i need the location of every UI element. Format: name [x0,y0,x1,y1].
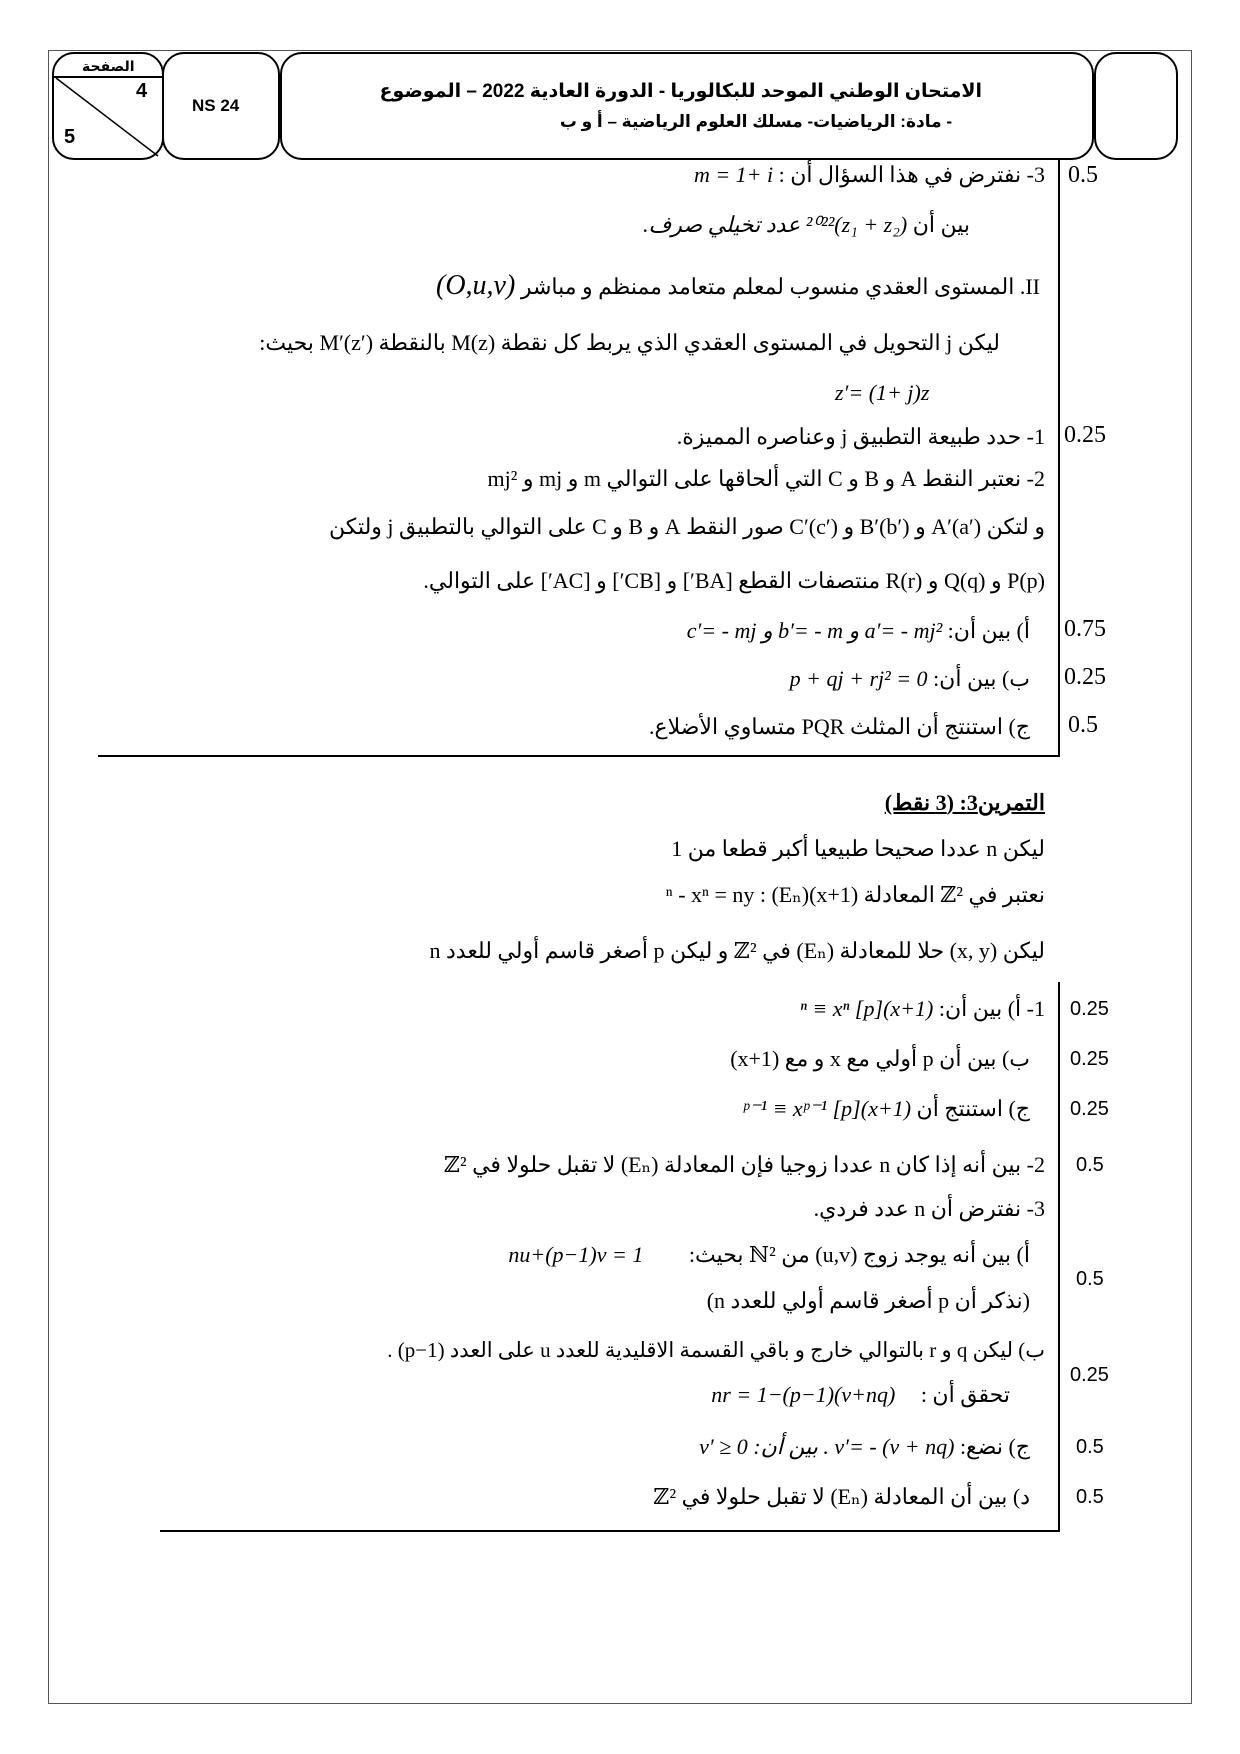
question-e0: 1- أ) بين أن: (x+1)ⁿ ≡ xⁿ [p] [799,996,1045,1021]
page-current: 4 [136,80,148,102]
exercise3-title: التمرين3: (3 نقط) [884,790,1045,815]
exam-code: NS 24 [192,96,240,115]
score-e5: 0.5 [1076,1268,1104,1290]
question-a8: أ) بين أن: a′= - mj² و b′= - m و c′= - mj [686,618,1030,643]
exercise3-intro-2: ليكن (x, y) حلا للمعادلة (Eₙ) في ℤ² و ليكن p أصغر قاسم أولي للعدد n [429,938,1045,963]
question-e3: 2- بين أنه إذا كان n عددا زوجيا فإن المعادلة (Eₙ) لا تقبل حلولا في ℤ² [443,1152,1045,1177]
exercise3-intro-1: نعتبر في ℤ² المعادلة (x+1)ⁿ - xⁿ = ny : (Eₙ) [665,882,1045,907]
question-a0: 3- نفترض في هذا السؤال أن : m = 1+ i [693,162,1045,187]
question-e7: ج) نضع: v′= - (v + nq) . بين أن: v′ ≥ 0 [699,1434,1030,1459]
section-bottom-line-2 [160,1530,1060,1532]
score-e8: 0.5 [1076,1486,1104,1508]
score-a9: 0.25 [1064,664,1106,690]
question-e6: ب) ليكن q و r بالتوالي خارج و باقي القسمة الاقليدية للعدد u على العدد (p−1) . [387,1338,1045,1362]
exam-title-line2: - مادة: الرياضيات- مسلك العلوم الرياضية – أ و ب [559,112,952,131]
blank-box [1094,52,1178,160]
question-e5-note: (نذكر أن p أصغر قاسم أولي للعدد n) [706,1288,1030,1313]
score-a8: 0.75 [1064,616,1106,642]
page-number-box [52,52,164,160]
exercise3-intro-0: ليكن n عددا صحيحا طبيعيا أكبر قطعا من 1 [671,836,1045,861]
question-e4: 3- نفترض أن n عدد فردي. [813,1196,1045,1221]
score-e6: 0.25 [1070,1364,1109,1386]
exam-title-line1: الامتحان الوطني الموحد للبكالوريا - الدورة العادية 2022 – الموضوع [379,81,982,102]
score-e2: 0.25 [1070,1098,1109,1120]
question-a5: 2- نعتبر النقط A و B و C التي ألحاقها على التوالي m و mj و mj² [487,466,1045,491]
page-label: الصفحة [82,58,135,74]
question-e5: أ) بين أنه يوجد زوج (u,v) من ℕ² بحيث: nu+(p−1)v = 1 [508,1242,1030,1267]
score-a10: 0.5 [1068,712,1098,738]
question-a9: ب) بين أن: p + qj + rj² = 0 [789,666,1030,691]
exam-title-box [280,52,1094,160]
score-a0: 0.5 [1068,162,1098,188]
section-bottom-line [98,755,1060,757]
score-e3: 0.5 [1076,1154,1104,1176]
question-a1: بين أن (z₁ + z₂)²⁰²² عدد تخيلي صرف. [643,212,970,237]
question-a3-text: ليكن j التحويل في المستوى العقدي الذي يربط كل نقطة M(z) بالنقطة M′(z′) بحيث: [259,330,1000,355]
page-total: 5 [64,126,76,148]
question-a10: ج) استنتج أن المثلث PQR متساوي الأضلاع. [648,714,1030,739]
score-divider-2 [1058,982,1060,1530]
question-e1: ب) بين أن p أولي مع x و مع (x+1) [730,1046,1030,1071]
question-a3-math: z′= (1+ j)z [835,380,930,405]
question-a7: P(p) و Q(q) و R(r) منتصفات القطع [BA′] و [CB′] و [AC′] على التوالي. [423,568,1045,593]
score-divider [1058,158,1060,756]
exam-code-box [162,52,280,160]
question-e6-note: تحقق أن : nr = 1−(p−1)(v+nq) [711,1382,1010,1407]
score-e0: 0.25 [1070,998,1109,1020]
score-a4: 0.25 [1064,422,1106,448]
question-a6: و لتكن A′(a′) و B′(b′) و C′(c′) صور النقط A و B و C على التوالي بالتطبيق j ولتكن [329,514,1045,539]
score-e1: 0.25 [1070,1048,1109,1070]
question-e8: د) بين أن المعادلة (Eₙ) لا تقبل حلولا في ℤ² [653,1484,1030,1509]
question-a4: 1- حدد طبيعة التطبيق j وعناصره المميزة. [676,424,1045,449]
question-e2: ج) استنتج أن (x+1)ᵖ⁻¹ ≡ xᵖ⁻¹ [p] [742,1096,1030,1121]
question-a2: II. المستوى العقدي منسوب لمعلم متعامد ممنظم و مباشر (O,u,v) [436,270,1040,301]
score-e7: 0.5 [1076,1436,1104,1458]
